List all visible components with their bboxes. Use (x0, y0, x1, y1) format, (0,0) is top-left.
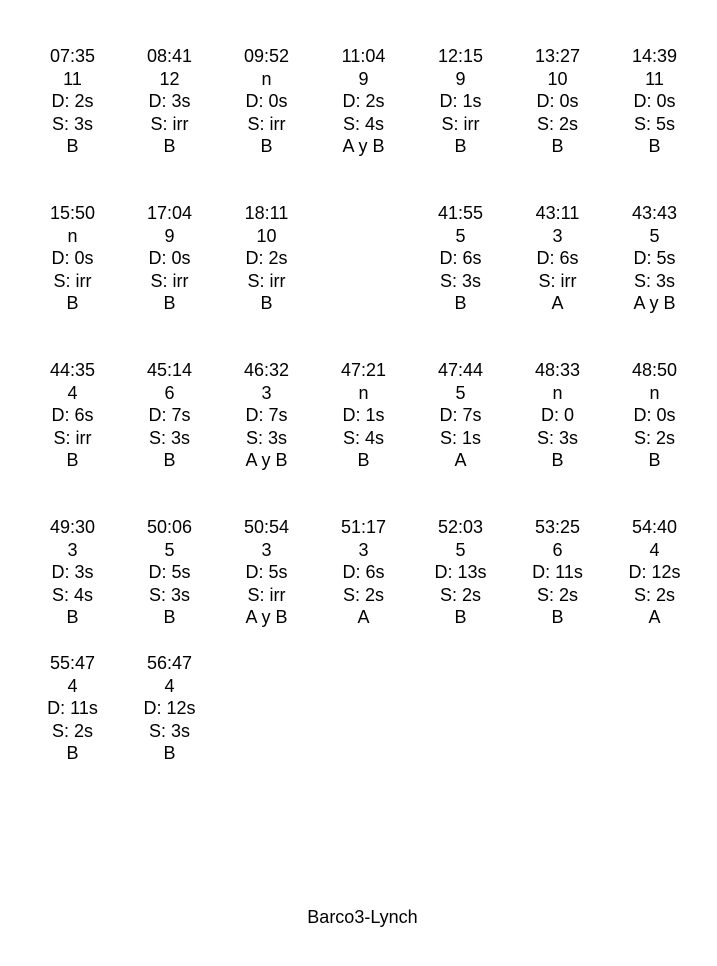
entry-d: D: 7s (439, 405, 482, 426)
entry-class: B (648, 136, 661, 157)
entry-count: n (358, 382, 369, 403)
entry-class: B (454, 607, 467, 628)
entry-class: B (551, 450, 564, 471)
entry-s: S: 2s (51, 720, 94, 741)
entry-count: 3 (261, 539, 272, 560)
entry-time: 46:32 (243, 360, 290, 380)
entry-time: 48:50 (631, 360, 678, 380)
entry-s: S: 2s (536, 113, 579, 134)
entry-d: D: 0s (148, 248, 191, 269)
observation-entry (509, 516, 606, 652)
entry-s: S: 2s (536, 584, 579, 605)
entry-time: 18:11 (244, 203, 289, 223)
entry-time: 14:39 (631, 46, 678, 66)
entry-class: B (163, 293, 176, 314)
entry-count: 6 (164, 382, 175, 403)
observation-entry (24, 202, 121, 359)
entry-s: S: irr (150, 270, 189, 291)
observation-entry (606, 516, 703, 652)
observation-entry (412, 45, 509, 202)
observation-entry (121, 359, 218, 516)
entry-class: B (454, 293, 467, 314)
entry-count: 10 (256, 225, 277, 246)
entry-d: D: 7s (148, 405, 191, 426)
entry-s: S: irr (441, 113, 480, 134)
entry-d: D: 12s (143, 698, 196, 719)
entry-count: 5 (164, 539, 175, 560)
entry-s: S: 4s (51, 584, 94, 605)
observation-grid (24, 45, 703, 809)
observation-entry (315, 516, 412, 652)
observation-entry (24, 359, 121, 516)
entry-d: D: 2s (51, 91, 94, 112)
entry-class: A y B (245, 450, 288, 471)
entry-class: B (66, 136, 79, 157)
entry-time: 43:11 (535, 203, 580, 223)
entry-d: D: 11s (532, 562, 583, 583)
entry-count: 5 (455, 382, 466, 403)
entry-s: S: 4s (342, 427, 385, 448)
entry-d: D: 5s (245, 562, 288, 583)
entry-count: n (261, 68, 272, 89)
entry-s: S: 2s (439, 584, 482, 605)
entry-class: B (648, 450, 661, 471)
observation-entry (315, 359, 412, 516)
entry-time: 55:47 (49, 653, 96, 673)
entry-s: S: 3s (245, 427, 288, 448)
entry-time: 13:27 (534, 46, 581, 66)
entry-s: S: 1s (439, 427, 482, 448)
entry-class: A (551, 293, 564, 314)
entry-time: 17:04 (146, 203, 193, 223)
entry-time: 45:14 (146, 360, 193, 380)
grid-row-3 (24, 359, 703, 516)
observation-entry (24, 516, 121, 652)
observation-entry (24, 45, 121, 202)
observation-entry (121, 652, 218, 809)
entry-class: B (163, 607, 176, 628)
entry-s: S: 5s (633, 113, 676, 134)
entry-class: A (357, 607, 370, 628)
entry-count: 9 (455, 68, 466, 89)
entry-d: D: 0s (536, 91, 579, 112)
entry-time: 11:04 (341, 46, 386, 66)
observation-entry (606, 359, 703, 516)
entry-count: 3 (552, 225, 563, 246)
entry-class: B (357, 450, 370, 471)
entry-count: n (552, 382, 563, 403)
entry-s: S: 4s (342, 113, 385, 134)
entry-d: D: 1s (342, 405, 385, 426)
entry-d: D: 2s (342, 91, 385, 112)
entry-count: 5 (455, 539, 466, 560)
entry-class: B (66, 450, 79, 471)
entry-time: 51:17 (340, 517, 387, 537)
entry-time: 09:52 (243, 46, 290, 66)
entry-count: 11 (63, 68, 82, 89)
entry-s: S: 3s (148, 720, 191, 741)
entry-time: 47:44 (437, 360, 484, 380)
entry-class: B (66, 293, 79, 314)
entry-count: 3 (67, 539, 78, 560)
entry-s: S: irr (53, 427, 92, 448)
entry-s: S: 3s (148, 584, 191, 605)
entry-d: D: 0 (540, 405, 574, 426)
entry-class: B (454, 136, 467, 157)
entry-class: B (66, 607, 79, 628)
entry-s: S: irr (538, 270, 577, 291)
entry-time: 08:41 (146, 46, 193, 66)
observation-entry (121, 202, 218, 359)
entry-count: 9 (358, 68, 369, 89)
entry-count: 4 (164, 675, 175, 696)
entry-time: 47:21 (340, 360, 387, 380)
entry-time: 54:40 (631, 517, 678, 537)
entry-d: D: 3s (148, 91, 191, 112)
entry-count: 4 (649, 539, 660, 560)
entry-d: D: 7s (245, 405, 288, 426)
observation-entry (121, 45, 218, 202)
entry-count: 5 (649, 225, 660, 246)
entry-time: 43:43 (631, 203, 678, 223)
entry-class: B (551, 136, 564, 157)
entry-time: 53:25 (534, 517, 581, 537)
entry-class: A y B (633, 293, 676, 314)
entry-d: D: 0s (633, 91, 676, 112)
entry-class: B (551, 607, 564, 628)
entry-d: D: 12s (628, 562, 681, 583)
entry-s: S: 2s (633, 427, 676, 448)
observation-entry (509, 202, 606, 359)
entry-d: D: 0s (245, 91, 288, 112)
entry-s: S: 2s (342, 584, 385, 605)
observation-entry (509, 359, 606, 516)
observation-entry (606, 45, 703, 202)
observation-entry (24, 652, 121, 809)
entry-count: 12 (159, 68, 180, 89)
observation-entry (606, 202, 703, 359)
entry-time: 52:03 (437, 517, 484, 537)
observation-entry (412, 202, 509, 359)
observation-entry (218, 359, 315, 516)
observation-entry (509, 45, 606, 202)
entry-d: D: 13s (434, 562, 487, 583)
entry-d: D: 0s (633, 405, 676, 426)
entry-time: 07:35 (49, 46, 96, 66)
entry-count: 4 (67, 675, 78, 696)
entry-d: D: 1s (439, 91, 482, 112)
grid-row-2 (24, 202, 703, 359)
entry-d: D: 5s (633, 248, 676, 269)
entry-class: B (163, 743, 176, 764)
entry-d: D: 2s (245, 248, 288, 269)
grid-row-5 (24, 652, 703, 809)
observation-entry (412, 516, 509, 652)
entry-time: 49:30 (49, 517, 96, 537)
entry-count: 6 (552, 539, 563, 560)
entry-class: A (648, 607, 661, 628)
entry-d: D: 6s (51, 405, 94, 426)
entry-count: 10 (547, 68, 568, 89)
observation-entry (218, 516, 315, 652)
entry-class: A y B (342, 136, 385, 157)
entry-class: A y B (245, 607, 288, 628)
entry-class: B (260, 136, 273, 157)
observation-entry (412, 359, 509, 516)
entry-time: 56:47 (146, 653, 193, 673)
entry-count: 3 (358, 539, 369, 560)
entry-time: 50:06 (146, 517, 193, 537)
entry-class: B (66, 743, 79, 764)
entry-time: 12:15 (437, 46, 484, 66)
entry-class: A (454, 450, 467, 471)
entry-s: S: irr (247, 584, 286, 605)
entry-s: S: irr (150, 113, 189, 134)
entry-time: 48:33 (534, 360, 581, 380)
entry-s: S: 3s (148, 427, 191, 448)
entry-d: D: 5s (148, 562, 191, 583)
entry-count: 3 (261, 382, 272, 403)
entry-s: S: irr (53, 270, 92, 291)
entry-class: B (260, 293, 273, 314)
entry-time: 44:35 (49, 360, 96, 380)
entry-count: 11 (645, 68, 664, 89)
grid-row-4 (24, 516, 703, 652)
entry-class: B (163, 136, 176, 157)
entry-class: B (163, 450, 176, 471)
entry-s: S: 3s (536, 427, 579, 448)
entry-s: S: irr (247, 270, 286, 291)
entry-d: D: 0s (51, 248, 94, 269)
page-footer-label: Barco3-Lynch (307, 907, 418, 927)
entry-s: S: 3s (439, 270, 482, 291)
entry-count: 4 (67, 382, 78, 403)
entry-s: S: irr (247, 113, 286, 134)
entry-d: D: 3s (51, 562, 94, 583)
entry-s: S: 2s (633, 584, 676, 605)
observation-entry (315, 45, 412, 202)
entry-d: D: 6s (439, 248, 482, 269)
entry-count: 5 (455, 225, 466, 246)
observation-entry (218, 202, 315, 359)
entry-count: n (67, 225, 78, 246)
entry-count: n (649, 382, 660, 403)
entry-s: S: 3s (633, 270, 676, 291)
entry-time: 15:50 (49, 203, 96, 223)
entry-count: 9 (164, 225, 175, 246)
entry-s: S: 3s (51, 113, 94, 134)
observation-entry (121, 516, 218, 652)
observation-entry (218, 45, 315, 202)
entry-d: D: 6s (536, 248, 579, 269)
entry-time: 50:54 (243, 517, 290, 537)
entry-time: 41:55 (437, 203, 484, 223)
grid-row-1 (24, 45, 703, 202)
entry-d: D: 6s (342, 562, 385, 583)
entry-d: D: 11s (47, 698, 98, 719)
